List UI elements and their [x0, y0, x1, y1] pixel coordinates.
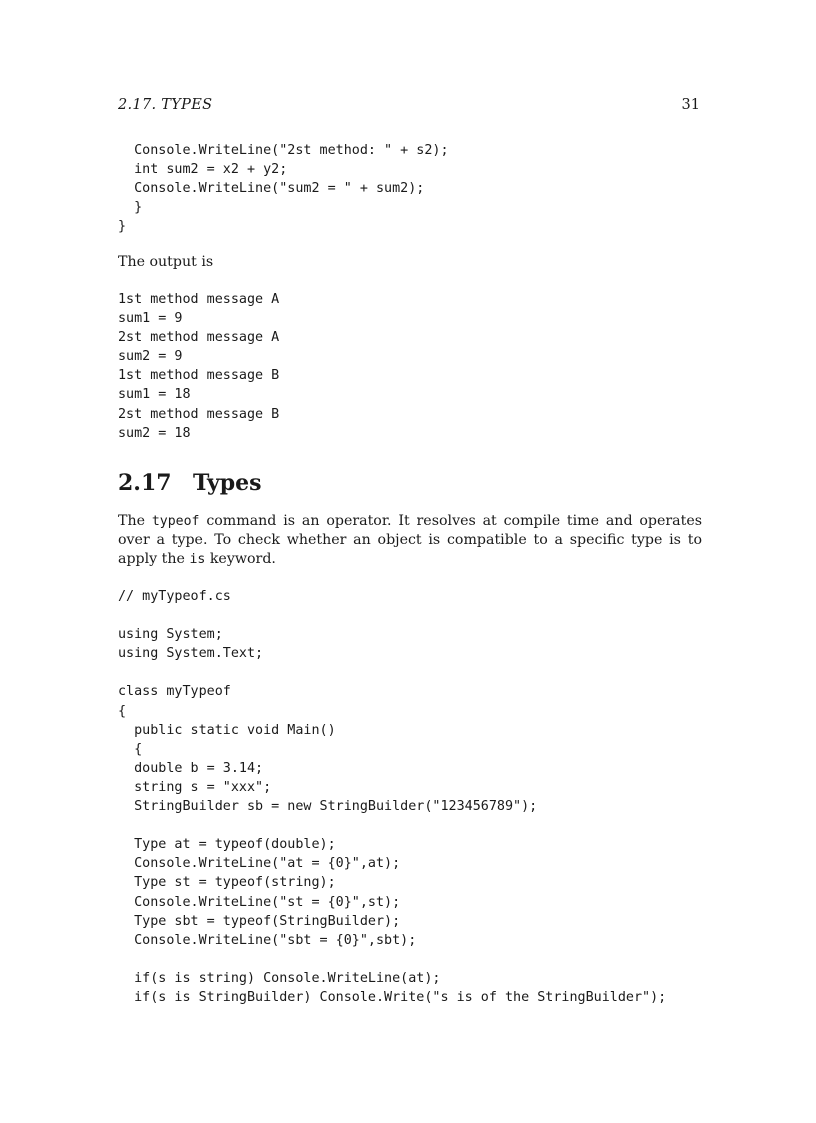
section-number: 2.17: [118, 470, 172, 496]
program-output-block: 1st method message A sum1 = 9 2st method message A sum2 = 9 1st method message B sum1 = 18 2st method message B sum2 = 18: [118, 292, 280, 441]
section-title: Types: [193, 470, 262, 496]
paragraph-text: command is an operator. It resolves at compile time and operates over a type. To check whether an object is compatible to a specific type is to apply the: [118, 513, 703, 568]
output-intro-text: The output is: [118, 254, 214, 270]
section-paragraph: [118, 512, 702, 570]
code-listing-mytypeof: // myTypeof.cs using System; using System.Text; class myTypeof { public static void Main() { double b = 3.14; string s = "xxx"; StringBuilder sb = new StringBuilder("123456789"); Type at = typeof(double); Console.WriteLine("at = {0}",at); Type st = typeof(string); Console.WriteLine("st = {0}",st); Type sbt = typeof(StringBuilder); Console.WriteLine("sbt = {0}",sbt); if(s is string) Console.WriteLine(at); if(s is StringBuilder) Console.Write("s is of the StringBuilder");: [118, 589, 667, 1005]
page-number: 31: [681, 97, 700, 113]
running-title: 2.17. TYPES: [118, 97, 213, 113]
running-header: [118, 97, 700, 117]
paragraph-text: The: [118, 513, 152, 529]
code-listing-continued: Console.WriteLine("2st method: " + s2); int sum2 = x2 + y2; Console.WriteLine("sum2 = " + sum2); } }: [118, 143, 449, 235]
paragraph-text: keyword.: [205, 551, 276, 568]
inline-code-is: is: [189, 552, 206, 568]
inline-code-typeof: typeof: [151, 514, 200, 529]
section-heading: [118, 469, 262, 497]
